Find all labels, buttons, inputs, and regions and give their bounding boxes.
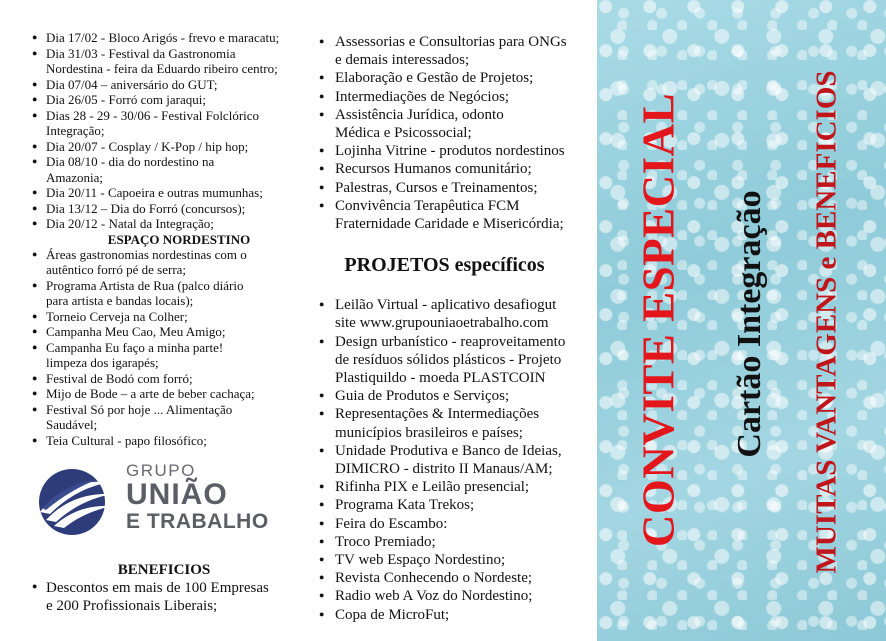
list-item-line: ● Dia 20/11 - Capoeira e outras mumunhas; xyxy=(46,185,263,200)
list-item-line: ● Intermediações de Negócios; xyxy=(335,88,510,105)
list-item xyxy=(28,30,310,46)
left-column xyxy=(28,30,310,615)
list-item xyxy=(28,46,310,77)
list-item xyxy=(28,402,310,433)
list-item-line: ● Dia 07/04 – aniversário do GUT; xyxy=(46,76,218,92)
list-item-line: de resíduos sólidos plásticos - Projeto xyxy=(335,351,562,368)
list-item-line: para artista e bandas locais); xyxy=(46,293,194,308)
list-item-line: ● Rifinha PIX e Leilão presencial; xyxy=(335,479,530,496)
list-item-line: ● Dia 20/07 - Cosplay / K-Pop / hip hop; xyxy=(46,138,249,154)
list-item xyxy=(28,371,310,387)
list-item xyxy=(28,247,310,278)
list-item xyxy=(317,106,592,142)
list-item xyxy=(317,160,592,178)
list-item xyxy=(317,587,592,605)
list-item-line: ● Programa Kata Trekos; xyxy=(335,497,475,514)
list-item xyxy=(317,387,592,405)
list-item-line: ● Dia 31/03 - Festival da Gastronomia xyxy=(46,45,236,61)
logo-line-uniao: UNIÃO xyxy=(126,478,228,511)
list-item xyxy=(28,309,310,325)
services-list xyxy=(317,33,592,233)
cover-subtitle: Cartão Integração xyxy=(731,190,768,458)
list-item xyxy=(28,139,310,155)
projetos-heading: PROJETOS específicos xyxy=(344,254,545,277)
list-item xyxy=(28,324,310,340)
list-item-line: ● Torneio Cerveja na Colher; xyxy=(46,308,188,324)
logo-line-trabalho: E TRABALHO xyxy=(126,510,269,533)
list-item xyxy=(317,142,592,160)
list-item-line: ● Design urbanístico - reaproveitamento xyxy=(335,333,566,350)
projetos-list xyxy=(317,296,592,624)
list-item xyxy=(28,433,310,449)
cover-tagline: MUITAS VANTAGENS e BENEFICIOS xyxy=(810,70,843,574)
list-item xyxy=(317,88,592,106)
list-item-line: Integração; xyxy=(46,123,105,138)
cover-title: CONVITE ESPECIAL xyxy=(633,92,684,548)
list-item xyxy=(317,569,592,587)
list-item-line: limpeza dos igarapés; xyxy=(46,355,159,370)
list-item-line: ● Feira do Escambo: xyxy=(335,515,448,532)
logo-wordmark xyxy=(126,462,269,534)
list-item xyxy=(28,278,310,309)
list-item-line: Plastiquildo - moeda PLASTCOIN xyxy=(335,370,546,387)
list-item-line: ● Mijo de Bode – a arte de beber cachaça; xyxy=(46,386,255,401)
list-item-line: ● Copa de MicroFut; xyxy=(335,606,450,623)
list-item xyxy=(28,386,310,402)
logo-line-grupo: GRUPO xyxy=(126,461,196,480)
list-item-line: ● Dias 28 - 29 - 30/06 - Festival Folclórico xyxy=(46,107,260,123)
list-item-line: site www.grupouniaoetrabalho.com xyxy=(335,315,549,332)
list-item xyxy=(317,533,592,551)
swoosh-logo-icon xyxy=(36,468,114,536)
list-item xyxy=(317,405,592,441)
list-item-line: ● Recursos Humanos comunitário; xyxy=(335,161,532,178)
beneficios-list xyxy=(28,579,310,615)
list-item xyxy=(28,579,310,615)
list-item-line: ● Troco Premiado; xyxy=(335,533,436,550)
list-item xyxy=(317,69,592,87)
list-item-line: ● Dia 17/02 - Bloco Arigós - frevo e maracatu; xyxy=(46,30,280,45)
list-item xyxy=(28,92,310,108)
list-item-line: ● Revista Conhecendo o Nordeste; xyxy=(335,570,533,587)
list-item-line: ● Representações & Intermediações xyxy=(335,406,540,423)
list-item-line: autêntico forró pé de serra; xyxy=(46,262,187,277)
list-item xyxy=(28,108,310,139)
list-item-line: ● Unidade Produtiva e Banco de Ideias, xyxy=(335,442,562,459)
list-item-line: e demais interessados; xyxy=(335,52,470,69)
espaco-nordestino-heading: ESPAÇO NORDESTINO xyxy=(107,231,251,247)
list-item-line: DIMICRO - distrito II Manaus/AM; xyxy=(335,461,553,478)
list-item-line: Nordestina - feira da Eduardo ribeiro centro; xyxy=(46,61,278,76)
middle-column xyxy=(317,33,592,624)
list-item xyxy=(317,442,592,478)
list-item-line: ● Lojinha Vitrine - produtos nordestinos xyxy=(335,143,565,160)
list-item xyxy=(317,515,592,533)
list-item-line: ● Guia de Produtos e Serviços; xyxy=(335,388,510,405)
list-item xyxy=(28,216,310,232)
list-item xyxy=(317,496,592,514)
list-item-line: ● Dia 20/12 - Natal da Integração; xyxy=(46,216,214,231)
list-item xyxy=(317,333,592,388)
list-item-line: ● Elaboração e Gestão de Projetos; xyxy=(335,70,534,87)
list-item-line: ● Leilão Virtual - aplicativo desafiogut xyxy=(335,297,557,314)
list-item xyxy=(28,185,310,201)
list-item-line: ● Programa Artista de Rua (palco diário xyxy=(46,277,244,293)
espaco-nordestino-list xyxy=(28,247,310,449)
list-item xyxy=(317,551,592,569)
list-item-line: ● Assessorias e Consultorias para ONGs xyxy=(335,34,567,50)
list-item-line: e 200 Profissionais Liberais; xyxy=(46,598,218,614)
list-item-line: ● Festival Só por hoje ... Alimentação xyxy=(46,401,233,417)
list-item xyxy=(28,201,310,217)
cover-panel xyxy=(597,0,886,641)
beneficios-heading: BENEFICIOS xyxy=(117,562,211,578)
events-list xyxy=(28,30,310,232)
list-item-line: Saudável; xyxy=(46,417,98,432)
grupo-uniao-trabalho-logo xyxy=(36,462,310,542)
list-item xyxy=(28,154,310,185)
list-item xyxy=(317,478,592,496)
list-item-line: ● Dia 08/10 - dia do nordestino na xyxy=(46,154,215,169)
list-item xyxy=(317,606,592,624)
list-item-line: ● TV web Espaço Nordestino; xyxy=(335,552,506,569)
list-item xyxy=(317,33,592,69)
list-item-line: ● Áreas gastronomias nordestinas com o xyxy=(46,246,247,262)
list-item-line: ● Campanha Meu Cao, Meu Amigo; xyxy=(46,324,226,339)
list-item-line: ● Convivência Terapêutica FCM xyxy=(335,197,520,214)
list-item-line: Fraternidade Caridade e Misericórdia; xyxy=(335,216,564,233)
list-item-line: ● Descontos em mais de 100 Empresas xyxy=(46,580,269,596)
list-item xyxy=(28,340,310,371)
list-item-line: ● Teia Cultural - papo filosófico; xyxy=(46,432,207,448)
list-item-line: ● Festival de Bodó com forró; xyxy=(46,370,193,386)
list-item xyxy=(317,296,592,332)
list-item-line: ● Palestras, Cursos e Treinamentos; xyxy=(335,179,538,196)
list-item-line: ● Radio web A Voz do Nordestino; xyxy=(335,588,533,605)
list-item xyxy=(317,179,592,197)
list-item-line: ● Dia 26/05 - Forró com jaraqui; xyxy=(46,92,206,107)
list-item-line: Médica e Psicossocial; xyxy=(335,125,472,142)
list-item-line: ● Assistência Jurídica, odonto xyxy=(335,106,504,123)
list-item xyxy=(28,77,310,93)
list-item-line: municípios brasileiros e países; xyxy=(335,424,523,441)
list-item-line: ● Campanha Eu faço a minha parte! xyxy=(46,339,224,355)
list-item-line: ● Dia 13/12 – Dia do Forró (concursos); xyxy=(46,200,246,216)
list-item xyxy=(317,197,592,233)
list-item-line: Amazonia; xyxy=(46,169,104,185)
